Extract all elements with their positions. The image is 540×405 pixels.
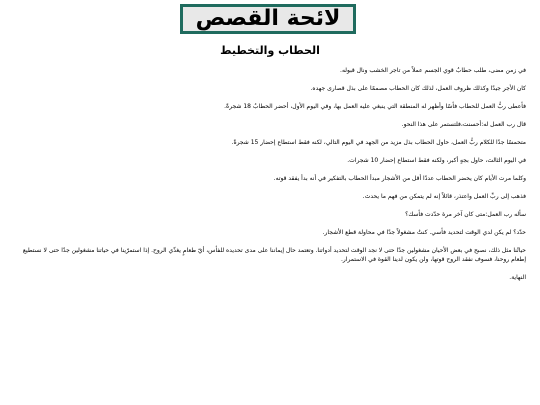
story-paragraph-6: في اليوم الثالث، حاول بجهٍ أكبر، ولكنه فقط استطاع إحضار 10 شجرات. [347, 157, 526, 164]
story-paragraph-10: حدّد؟ لم يكن لدي الوقت لتحديد فأسي. كنتُ مشغولاً جدًا في محاولة قطع الأشجار. [322, 229, 526, 236]
story-paragraph-7: وكلما مرت الأيام كان يحضر الحطاب عددًا أقل من الأشجار مبدأ الحطاب بالتفكير في أنه بدأ يفقد قوته. [273, 175, 526, 182]
story-title: الحطاب والتخطيط [220, 44, 320, 57]
story-paragraph-3: فأعطى ربُّ العمل للحطاب فأسًا وأظهر له المنطقة التي ينبغي عليه العمل بها، وفي اليوم الأول، أحضر الحطابُ 18 شجرةً. [224, 103, 526, 110]
story-paragraph-4: قال رب العمل له:أحسنت،فلتستمر على هذا النحو. [401, 121, 526, 128]
story-paragraph-1: في زمن مضى، طلب حطابٌ قوي الجسم عملاً من تاجر الخشب ونال قبوله. [340, 67, 526, 74]
story-paragraph-9: سأله رب العمل:متى كان آخر مرة حدّدت فأسك؟ [405, 211, 526, 218]
story-ending: النهاية. [509, 274, 526, 281]
story-paragraph-5: متحمسًا جدًا للكلام ربُّ العمل، حاول الحطاب بذل مزيد من الجهد في اليوم التالي، لكنه فقط استطاع إحضار 15 شجرةً. [231, 139, 526, 146]
story-paragraph-2: كان الأجر جيدًا وكذلك ظروف العمل، لذلك كان الحطاب مصممًا على بذل قصارى جهده. [310, 85, 526, 92]
story-paragraph-8: فذهب إلى ربِّ العمل واعتذر، قائلاً إنه لم يتمكن من فهم ما يحدث. [362, 193, 526, 200]
story-paragraph-11: حياتُنا مثل ذلك، نصبح في بعض الأحيان مشغولين جدًا حتى لا نجد الوقت لتحديد أدواتنا. وتعتمد حال إيماننا على مدى تحديده للفأس، أيّ طعامٍ يغذّي الروح. إذا استمرّينا في حياتنا مشغولين جدًا حتى لا نستطيع إطعام روحنا، فسوف نفقد الروح قوتها، ولن يكون لدينا القوة في الاستمرار. [22, 247, 526, 263]
story-body [14, 66, 526, 291]
story-list-title: لائحة القصص [180, 4, 356, 34]
